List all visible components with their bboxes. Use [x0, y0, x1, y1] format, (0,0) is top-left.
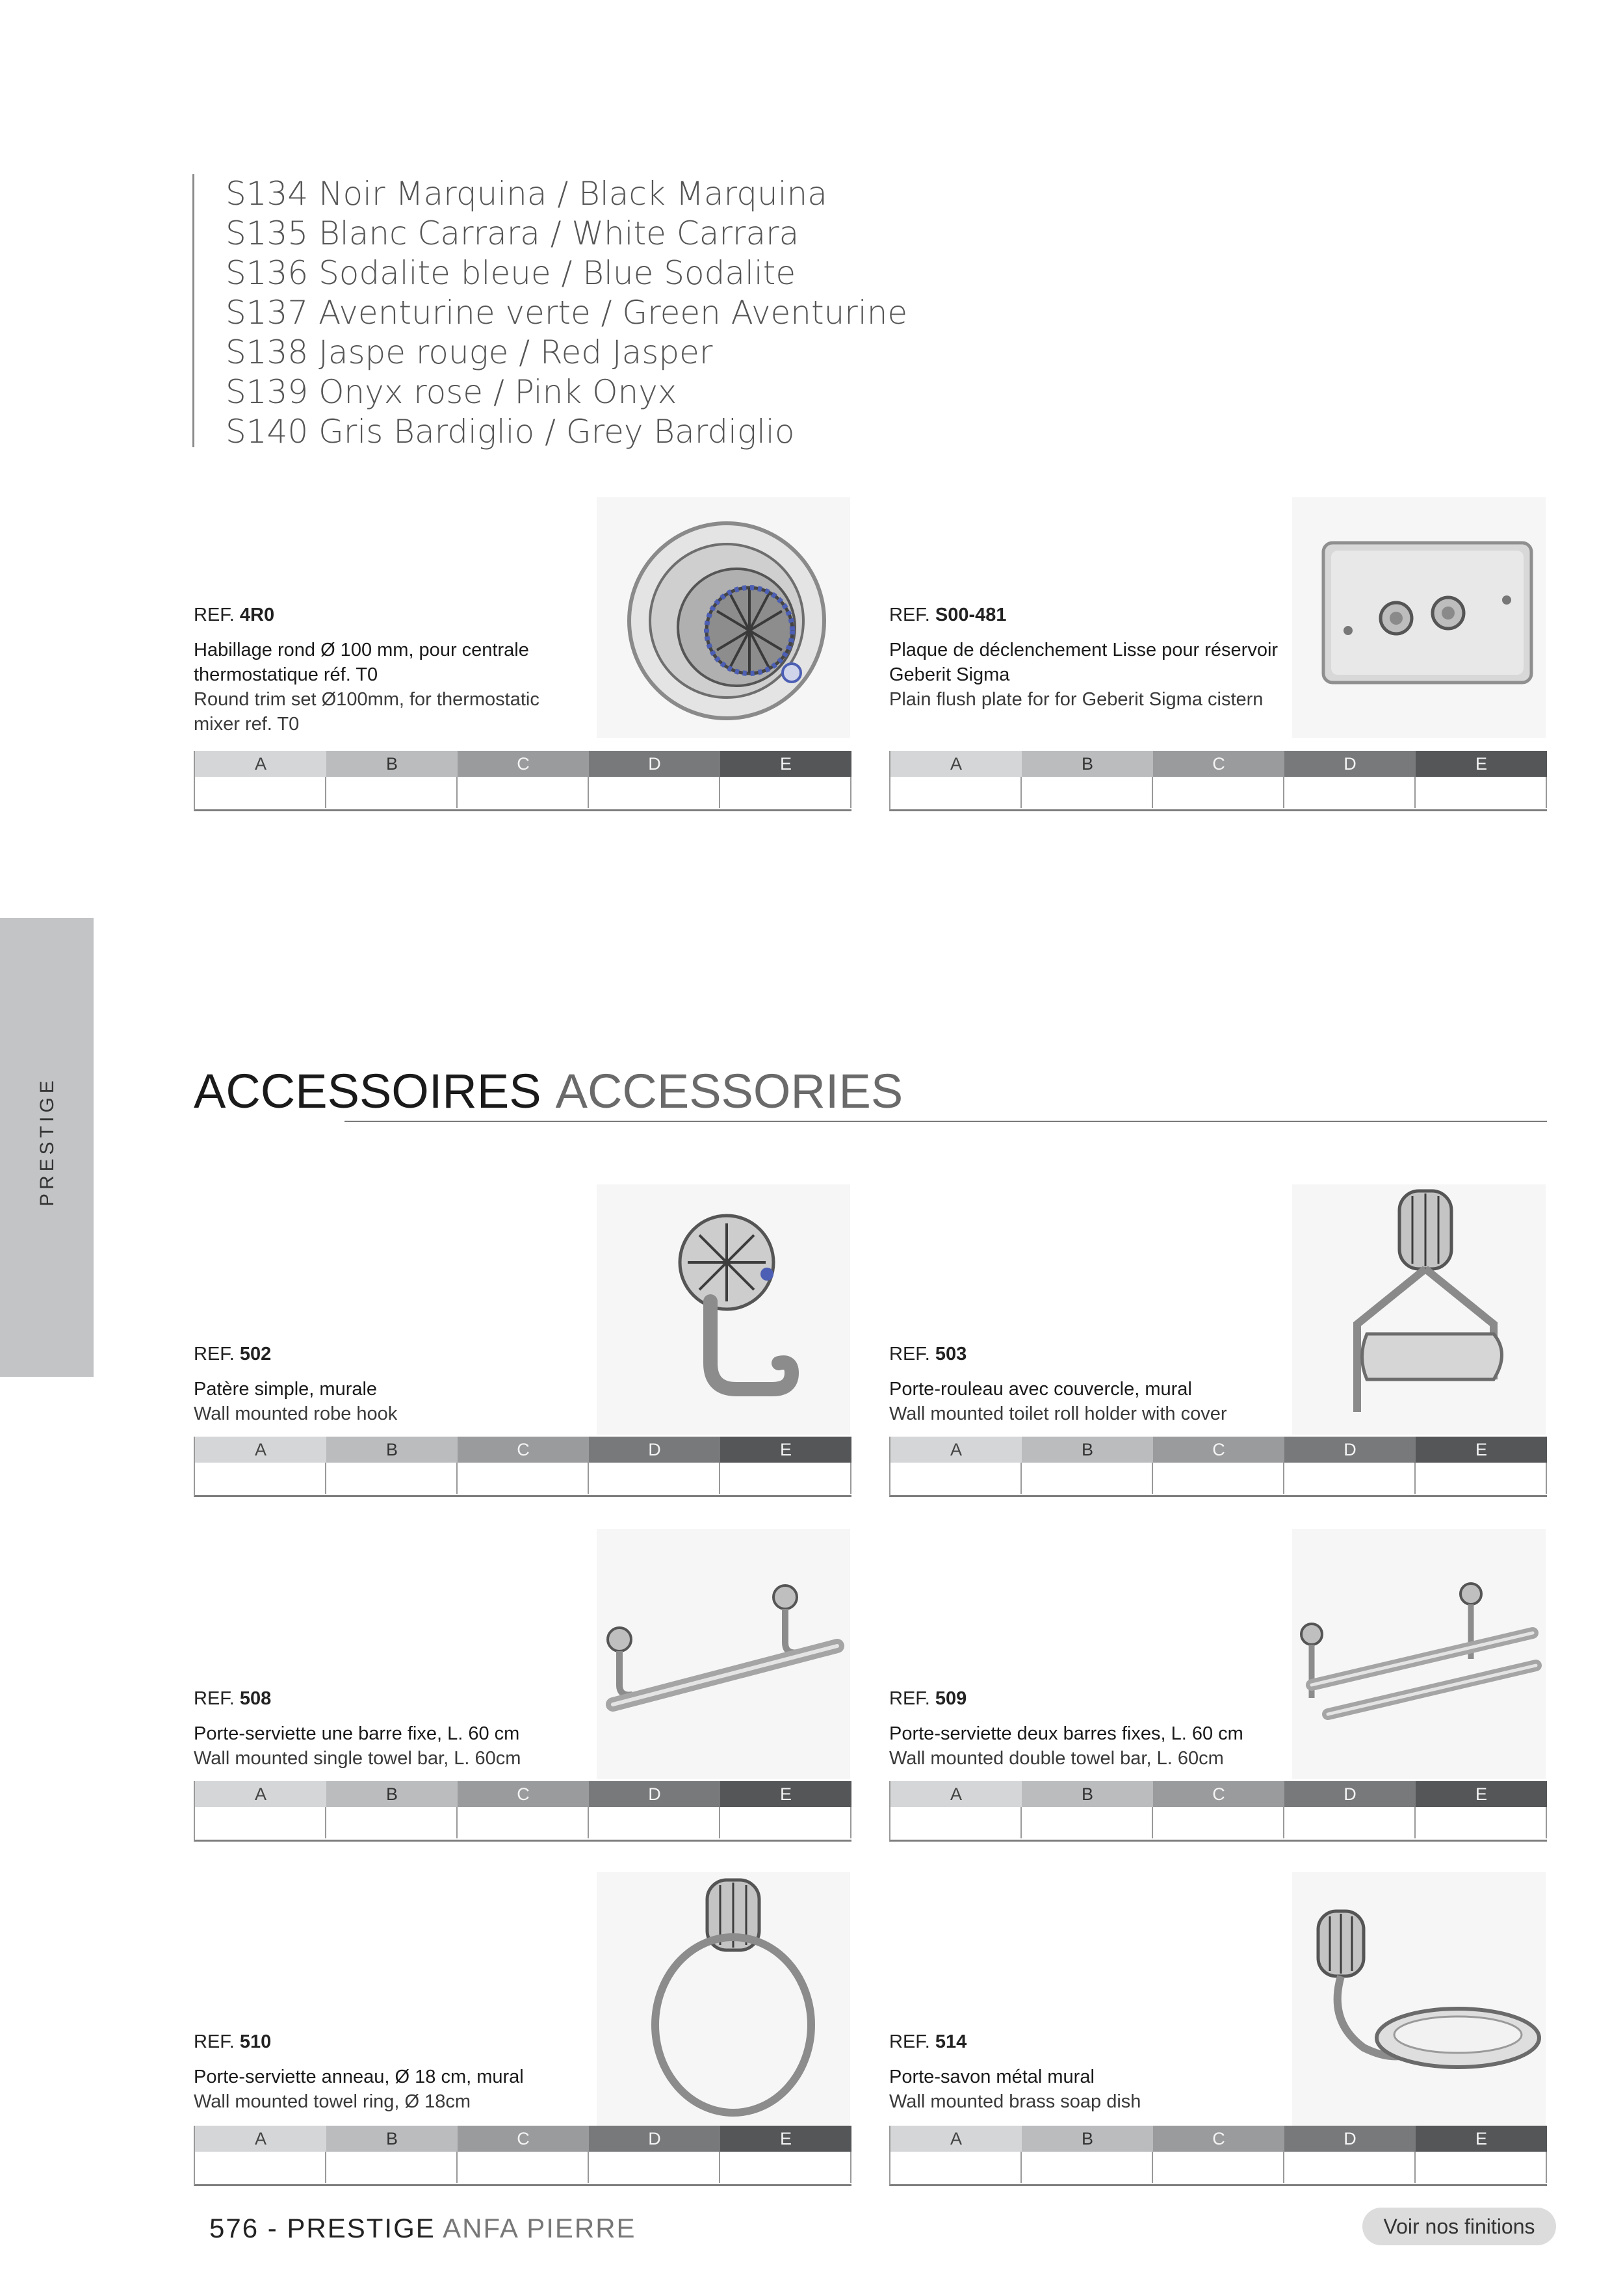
- product-description-fr: Porte-rouleau avec couvercle, mural: [889, 1379, 1192, 1400]
- finish-table: [194, 1781, 851, 1842]
- towel-ring-icon: [597, 1872, 850, 2126]
- finish-col-d: D: [1284, 1781, 1416, 1807]
- finish-cell: [890, 777, 1022, 808]
- finish-col-d: D: [589, 2126, 720, 2152]
- product-508: [194, 1529, 850, 1841]
- footer-collection: ANFA PIERRE: [435, 2213, 636, 2243]
- finish-col-e: E: [1416, 1437, 1547, 1463]
- finish-table: [194, 1437, 851, 1497]
- finish-cell: [1153, 2152, 1284, 2183]
- product-ref: REF. 508: [194, 1688, 272, 1709]
- product-ref: REF. 4R0: [194, 605, 275, 625]
- finish-col-e: E: [720, 1781, 851, 1807]
- product-ref: REF. 502: [194, 1344, 272, 1364]
- product-description-en: Wall mounted double towel bar, L. 60cm: [889, 1748, 1224, 1769]
- finish-col-c: C: [458, 751, 589, 777]
- finish-col-e: E: [1416, 751, 1547, 777]
- finish-col-c: C: [1153, 1437, 1284, 1463]
- finish-cell: [1416, 1807, 1547, 1838]
- finish-col-b: B: [326, 2126, 458, 2152]
- finish-cell: [1153, 1463, 1284, 1494]
- finish-col-b: B: [326, 1781, 458, 1807]
- finish-col-b: B: [1022, 1781, 1153, 1807]
- finish-item: S135 Blanc Carrara / White Carrara: [226, 215, 799, 252]
- finish-cell: [1022, 2152, 1153, 2183]
- finish-col-e: E: [720, 1437, 851, 1463]
- finish-cell: [1153, 1807, 1284, 1838]
- finish-cell: [720, 1807, 851, 1838]
- product-510: [194, 1872, 850, 2184]
- product-502: [194, 1184, 850, 1496]
- page-number: 576 -: [209, 2213, 287, 2243]
- finish-cell: [458, 1807, 589, 1838]
- finish-table: [889, 1781, 1547, 1842]
- finish-col-e: E: [1416, 1781, 1547, 1807]
- finish-col-a: A: [195, 1437, 326, 1463]
- finish-col-d: D: [589, 1781, 720, 1807]
- finish-cell: [326, 777, 458, 808]
- product-description-fr: Porte-serviette une barre fixe, L. 60 cm: [194, 1723, 520, 1744]
- finish-table: [194, 2126, 851, 2186]
- single-towel-bar-icon: [597, 1529, 850, 1779]
- finish-col-b: B: [1022, 751, 1153, 777]
- toilet-roll-holder-icon: [1292, 1184, 1546, 1435]
- product-ref: REF. S00-481: [889, 605, 1007, 625]
- product-4r0: [194, 497, 850, 816]
- finish-cell: [589, 1463, 720, 1494]
- view-finishes-button[interactable]: Voir nos finitions: [1362, 2208, 1556, 2245]
- finish-cell: [1416, 2152, 1547, 2183]
- finish-cell: [1022, 1807, 1153, 1838]
- finish-cell: [720, 2152, 851, 2183]
- finish-cell: [326, 2152, 458, 2183]
- round-trim-icon: [597, 497, 850, 738]
- finish-table: [889, 751, 1547, 811]
- finish-cell: [589, 777, 720, 808]
- finish-cell: [458, 2152, 589, 2183]
- finish-col-d: D: [1284, 1437, 1416, 1463]
- finish-col-a: A: [195, 1781, 326, 1807]
- product-description-en: Wall mounted towel ring, Ø 18cm: [194, 2091, 471, 2112]
- finish-col-d: D: [1284, 2126, 1416, 2152]
- finish-cell: [890, 2152, 1022, 2183]
- finish-item: S139 Onyx rose / Pink Onyx: [226, 373, 677, 411]
- finish-cell: [1416, 777, 1547, 808]
- finish-cell: [195, 1463, 326, 1494]
- finish-col-b: B: [1022, 1437, 1153, 1463]
- finish-cell: [890, 1463, 1022, 1494]
- section-title-fr: ACCESSOIRES: [194, 1064, 541, 1118]
- finish-item: S138 Jaspe rouge / Red Jasper: [226, 333, 713, 371]
- finish-cell: [1284, 1807, 1416, 1838]
- side-tab-label: PRESTIGE: [36, 1076, 58, 1207]
- finish-table: [194, 751, 851, 811]
- finish-col-d: D: [1284, 751, 1416, 777]
- section-title-en: ACCESSORIES: [555, 1064, 903, 1118]
- footer-brand: PRESTIGE: [287, 2213, 435, 2243]
- product-description-fr: Porte-serviette deux barres fixes, L. 60 cm: [889, 1723, 1243, 1744]
- finish-item: S137 Aventurine verte / Green Aventurine: [226, 294, 908, 332]
- finish-cell: [1284, 1463, 1416, 1494]
- finish-col-d: D: [589, 1437, 720, 1463]
- product-description-en: Plain flush plate for for Geberit Sigma cistern: [889, 689, 1264, 710]
- finish-cell: [1284, 777, 1416, 808]
- finish-cell: [1284, 2152, 1416, 2183]
- finish-col-c: C: [1153, 2126, 1284, 2152]
- finish-col-c: C: [1153, 751, 1284, 777]
- finish-cell: [326, 1463, 458, 1494]
- finish-col-a: A: [890, 1437, 1022, 1463]
- finish-cell: [720, 777, 851, 808]
- finish-cell: [1153, 777, 1284, 808]
- finish-item: S140 Gris Bardiglio / Grey Bardiglio: [226, 413, 795, 450]
- finish-col-c: C: [458, 1437, 589, 1463]
- finish-col-a: A: [890, 2126, 1022, 2152]
- section-divider: [344, 1121, 1547, 1122]
- product-ref: REF. 509: [889, 1688, 967, 1709]
- finish-cell: [1022, 777, 1153, 808]
- product-description-en: Wall mounted robe hook: [194, 1403, 398, 1424]
- finish-table: [889, 2126, 1547, 2186]
- product-description-en: Wall mounted single towel bar, L. 60cm: [194, 1748, 521, 1769]
- finish-col-c: C: [458, 1781, 589, 1807]
- product-description-en: Round trim set Ø100mm, for thermostatic mixer ref. T0: [194, 689, 539, 735]
- finish-cell: [720, 1463, 851, 1494]
- robe-hook-icon: [597, 1184, 850, 1435]
- flush-plate-icon: [1292, 497, 1546, 738]
- finish-cell: [589, 2152, 720, 2183]
- product-ref: REF. 514: [889, 2031, 967, 2052]
- finish-cell: [458, 777, 589, 808]
- soap-dish-icon: [1292, 1872, 1546, 2126]
- product-description-fr: Habillage rond Ø 100 mm, pour centrale thermostatique réf. T0: [194, 640, 529, 685]
- finish-col-d: D: [589, 751, 720, 777]
- finish-col-c: C: [458, 2126, 589, 2152]
- finish-cell: [1022, 1463, 1153, 1494]
- finish-col-b: B: [1022, 2126, 1153, 2152]
- page-footer: [209, 2213, 636, 2244]
- finish-col-a: A: [890, 751, 1022, 777]
- finish-col-c: C: [1153, 1781, 1284, 1807]
- product-503: [889, 1184, 1546, 1496]
- finish-col-b: B: [326, 1437, 458, 1463]
- product-509: [889, 1529, 1546, 1841]
- finish-cell: [326, 1807, 458, 1838]
- finish-item: S136 Sodalite bleue / Blue Sodalite: [226, 254, 796, 292]
- finish-cell: [890, 1807, 1022, 1838]
- finish-cell: [1416, 1463, 1547, 1494]
- product-s00-481: [889, 497, 1546, 816]
- section-title: [194, 1063, 903, 1119]
- product-description-fr: Patère simple, murale: [194, 1379, 378, 1400]
- finish-col-a: A: [195, 2126, 326, 2152]
- finish-cell: [458, 1463, 589, 1494]
- finish-item: S134 Noir Marquina / Black Marquina: [226, 175, 827, 213]
- finish-col-b: B: [326, 751, 458, 777]
- finish-col-e: E: [720, 751, 851, 777]
- product-description-fr: Porte-savon métal mural: [889, 2067, 1095, 2087]
- product-description-fr: Plaque de déclenchement Lisse pour réservoir Geberit Sigma: [889, 640, 1279, 685]
- finish-cell: [195, 777, 326, 808]
- finish-col-e: E: [1416, 2126, 1547, 2152]
- finish-cell: [195, 2152, 326, 2183]
- product-description-fr: Porte-serviette anneau, Ø 18 cm, mural: [194, 2067, 524, 2087]
- finish-col-e: E: [720, 2126, 851, 2152]
- finish-table: [889, 1437, 1547, 1497]
- finish-cell: [195, 1807, 326, 1838]
- product-514: [889, 1872, 1546, 2184]
- product-ref: REF. 510: [194, 2031, 272, 2052]
- product-ref: REF. 503: [889, 1344, 967, 1364]
- product-description-en: Wall mounted brass soap dish: [889, 2091, 1141, 2112]
- finish-cell: [589, 1807, 720, 1838]
- product-description-en: Wall mounted toilet roll holder with cover: [889, 1403, 1227, 1424]
- double-towel-bar-icon: [1292, 1529, 1546, 1779]
- finish-col-a: A: [890, 1781, 1022, 1807]
- finish-col-a: A: [195, 751, 326, 777]
- finish-list: [192, 174, 908, 450]
